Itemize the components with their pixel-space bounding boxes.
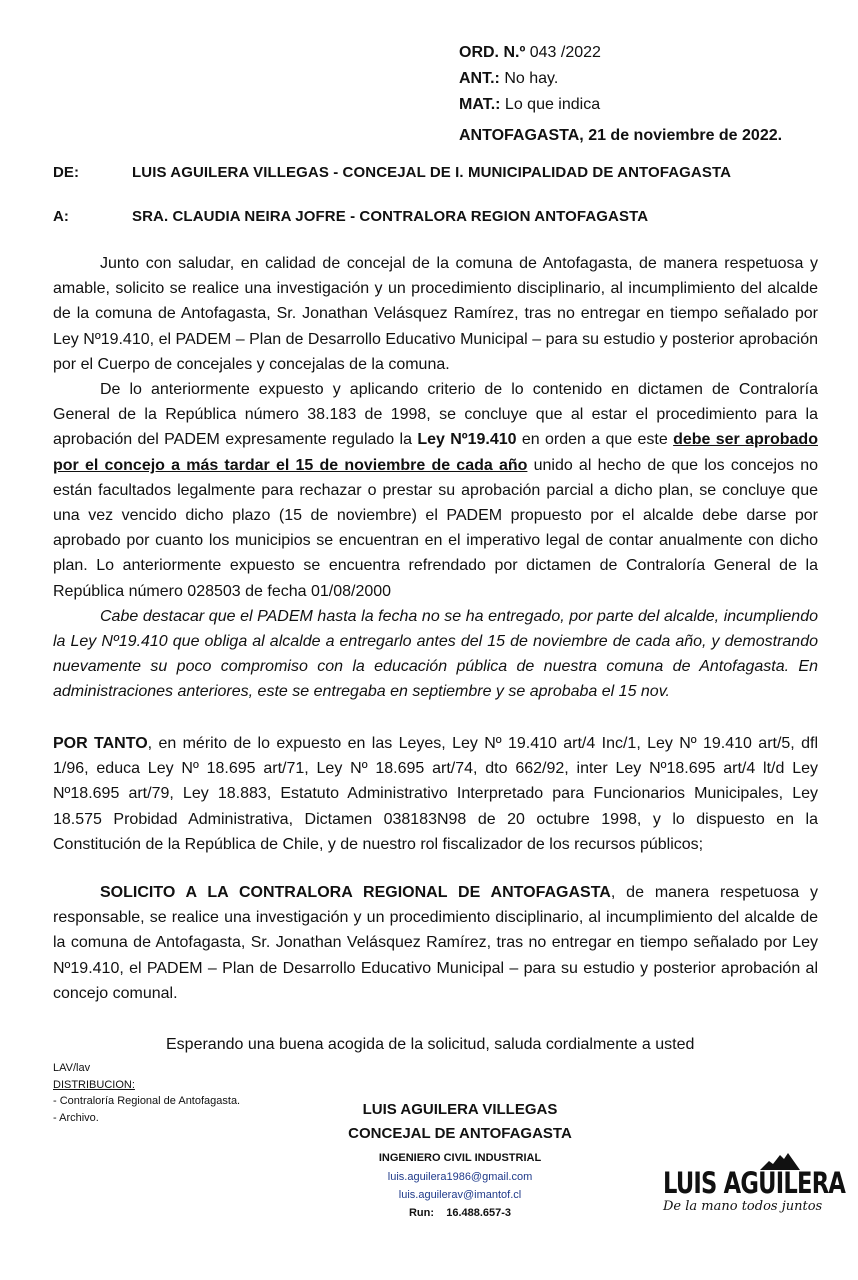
from-value: LUIS AGUILERA VILLEGAS - CONCEJAL DE I. MUNICIPALIDAD DE ANTOFAGASTA (132, 164, 732, 181)
ord-value: 043 /2022 (529, 44, 601, 61)
paragraph-legal-criteria (53, 377, 818, 604)
body-section-1 (53, 251, 818, 705)
body-section-2 (53, 731, 818, 857)
run-value: 16.488.657-3 (446, 1207, 512, 1219)
distribution-title: DISTRIBUCION: (53, 1078, 135, 1091)
ant-value: No hay. (504, 70, 559, 87)
place-date: ANTOFAGASTA, 21 de noviembre de 2022. (459, 127, 783, 144)
signer-name: LUIS AGUILERA VILLEGAS (362, 1101, 558, 1118)
closing-line: Esperando una buena acogida de la solicitud, saluda cordialmente a usted (166, 1036, 695, 1053)
signer-email-2[interactable]: luis.aguilerav@imantof.cl (398, 1189, 522, 1201)
logo-tagline: De la mano todos juntos (663, 1199, 823, 1214)
mat-value: Lo que indica (504, 96, 601, 113)
signer-email-1[interactable]: luis.aguilera1986@gmail.com (387, 1171, 533, 1183)
law-reference: Ley Nº19.410 (417, 431, 517, 449)
from-label: DE: (53, 164, 80, 181)
to-label: A: (53, 208, 70, 225)
distribution-item: - Archivo. (53, 1111, 99, 1124)
deadline-emphasis: debe ser aprobado por el concejo a más tardar el 15 de noviembre de cada año (53, 431, 818, 474)
to-value: SRA. CLAUDIA NEIRA JOFRE - CONTRALORA REGION ANTOFAGASTA (132, 208, 649, 225)
p2-text-a: De lo anteriormente expuesto y aplicando criterio de lo contenido en dictamen de Contraloría General de la República número 38.183 de 1998, se concluye que al estar el procedimiento para la aprobación del PADEM expresamente regulado la (53, 381, 818, 449)
request-label: SOLICITO A LA CONTRALORA REGIONAL DE ANTOFAGASTA (100, 884, 611, 901)
paragraph-por-tanto (53, 731, 818, 857)
request-text: , de manera respetuosa y responsable, se realice una investigación y un procedimiento disciplinario, al incumplimiento del alcalde de la comuna de Antofagasta, Sr. Jonathan Velásquez Ramírez, tras no entregar en tiempo señalado por Ley Nº19.410, el PADEM – Plan de Desarrollo Educativo Municipal – para su estudio y posterior aprobación al concejo comunal. (53, 884, 819, 1002)
initials: LAV/lav (53, 1062, 91, 1074)
p2-text-b: en orden a que este (516, 431, 674, 449)
por-tanto-label: POR TANTO (53, 735, 148, 752)
signer-run (310, 1204, 610, 1223)
signer-profession: INGENIERO CIVIL INDUSTRIAL (378, 1152, 542, 1164)
por-tanto-text: , en mérito de lo expuesto en las Leyes, Ley Nº 19.410 art/4 Inc/1, Ley Nº 19.410 art/5, dfl 1/96, educa Ley Nº 18.695 art/71, Ley Nº 18.695 art/74, dto 662/92, inter Ley Nº18.695 art/4 lt/d Ley Nº18.695 art/79, Ley 18.883, Estatuto Administrativo Interpretado para Funcionarios Municipales, Ley 18.575 Probidad Administrativa, Dictamen 038183N98 de 20 octubre 1998, y lo dispuesto en la Constitución de la República de Chile, y de nuestro rol fiscalizador de los recursos públicos; (53, 735, 819, 853)
mat-label: MAT.: (459, 96, 501, 113)
paragraph-intro: Junto con saludar, en calidad de concejal de la comuna de Antofagasta, de manera respetuosa y amable, solicito se realice una investigación y un procedimiento disciplinario, al incumplimiento del alcalde de la comuna de Antofagasta, Sr. Jonathan Velásquez Ramírez, tras no entregar en tiempo señalado por Ley Nº19.410, el PADEM – Plan de Desarrollo Educativo Municipal – para su estudio y posterior aprobación por el Cuerpo de concejales y concejalas de la comuna. (53, 255, 818, 373)
mat-line (459, 95, 600, 115)
luis-aguilera-logo (660, 1150, 846, 1220)
ord-line (459, 43, 601, 63)
p2-text-c: unido al hecho de que los concejos no están facultados legalmente para rechazar o prestar su aprobación parcial a dicho plan, se concluye que una vez vencido dicho plazo (15 de noviembre) el PADEM propuesto por el alcalde debe darse por aprobado por cuanto los municipios se encuentran en el imperativo legal de contar anualmente con dicho plan. Lo anteriormente expuesto se encuentra refrendado por dictamen de Contraloría General de la República número 028503 de fecha 01/08/2000 (53, 456, 818, 600)
body-section-3 (53, 880, 818, 1006)
distribution-item: - Contraloría Regional de Antofagasta. (53, 1095, 241, 1107)
paragraph-highlight: Cabe destacar que el PADEM hasta la fecha no se ha entregado, por parte del alcalde, incumpliendo la Ley Nº19.410 que obliga al alcalde a entregarlo antes del 15 de noviembre de cada año, y demostrando nuevamente su poco compromiso con la educación pública de nuestra comuna de Antofagasta. En administraciones anteriores, este se entregaba en septiembre y se aprobaba el 15 nov. (53, 607, 818, 701)
distribution-block (53, 1060, 240, 1126)
paragraph-request (53, 880, 818, 1006)
logo-name: LUIS AGUILERA (663, 1166, 846, 1200)
ant-line (459, 69, 558, 89)
run-label: Run: (408, 1207, 434, 1219)
ant-label: ANT.: (459, 70, 500, 87)
signer-title: CONCEJAL DE ANTOFAGASTA (348, 1125, 572, 1142)
signature-block (310, 1098, 610, 1223)
ord-label: ORD. N.º (459, 44, 526, 61)
